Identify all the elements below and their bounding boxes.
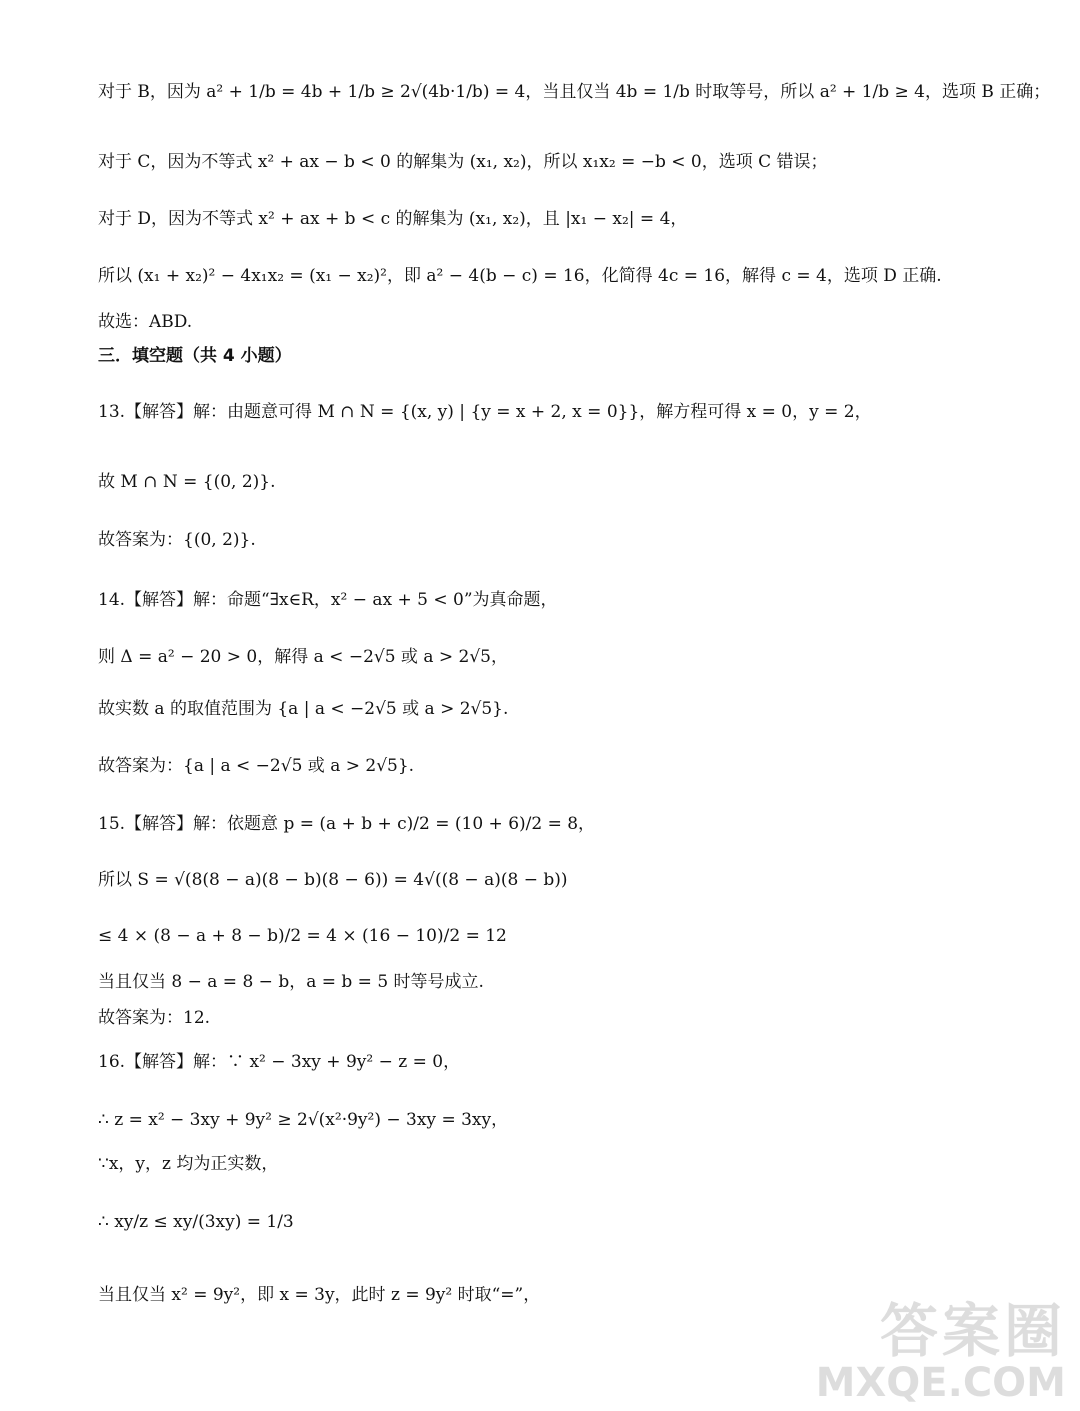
q15-solution: 15.【解答】解：依题意 p = (a + b + c)/2 = (10 + 6)/2 = 8， (98, 814, 596, 834)
text-line-option-c: 对于 C，因为不等式 x² + ax − b < 0 的解集为 (x₁, x₂)，所以 x₁x₂ = −b < 0，选项 C 错误； (98, 152, 828, 172)
watermark (815, 1297, 1066, 1406)
q15-answer: 故答案为：12. (98, 1008, 211, 1028)
q15-equality-condition: 当且仅当 8 − a = 8 − b，a = b = 5 时等号成立. (98, 972, 484, 992)
text-line-answer-abd: 故选：ABD. (98, 312, 193, 332)
q14-discriminant: 则 Δ = a² − 20 > 0，解得 a < −2√5 或 a > 2√5， (98, 647, 508, 667)
q16-positive: ∵x，y，z 均为正实数， (98, 1154, 279, 1174)
q15-area: 所以 S = √(8(8 − a)(8 − b)(8 − 6)) = 4√((8 − a)(8 − b)) (98, 870, 568, 890)
watermark-en: MXQE.COM (815, 1360, 1066, 1406)
q13-solution: 13.【解答】解：由题意可得 M ∩ N = {(x, y) | {y = x + 2, x = 0}}，解方程可得 x = 0，y = 2， (98, 402, 872, 422)
q16-solution: 16.【解答】解：∵ x² − 3xy + 9y² − z = 0， (98, 1052, 461, 1072)
q13-answer: 故答案为：{(0, 2)}. (98, 530, 256, 550)
text-line-option-b: 对于 B，因为 a² + 1/b = 4b + 1/b ≥ 2√(4b·1/b) = 4，当且仅当 4b = 1/b 时取等号，所以 a² + 1/b ≥ 4，选项 B 正确； (98, 82, 1051, 102)
q14-range: 故实数 a 的取值范围为 {a | a < −2√5 或 a > 2√5}. (98, 699, 509, 719)
q16-ratio: ∴ xy/z ≤ xy/(3xy) = 1/3 (98, 1212, 294, 1232)
watermark-cn: 答案圈 (879, 1297, 1066, 1365)
q14-answer: 故答案为：{a | a < −2√5 或 a > 2√5}. (98, 756, 415, 776)
section-heading: 三．填空题（共 4 小题） (98, 346, 292, 366)
q15-inequality: ≤ 4 × (8 − a + 8 − b)/2 = 4 × (16 − 10)/2 = 12 (98, 926, 507, 946)
q14-solution: 14.【解答】解：命题“∃x∈R，x² − ax + 5 < 0”为真命题， (98, 590, 558, 610)
text-line-option-d-derivation: 所以 (x₁ + x₂)² − 4x₁x₂ = (x₁ − x₂)²，即 a² − 4(b − c) = 16，化简得 4c = 16，解得 c = 4，选项 D 正确. (98, 266, 942, 286)
q13-result: 故 M ∩ N = {(0, 2)}. (98, 472, 276, 492)
text-line-option-d: 对于 D，因为不等式 x² + ax + b < c 的解集为 (x₁, x₂)，且 |x₁ − x₂| = 4， (98, 209, 688, 229)
q16-equality-condition: 当且仅当 x² = 9y²，即 x = 3y，此时 z = 9y² 时取“=”， (98, 1285, 541, 1305)
q16-z-bound: ∴ z = x² − 3xy + 9y² ≥ 2√(x²·9y²) − 3xy = 3xy， (98, 1110, 509, 1130)
